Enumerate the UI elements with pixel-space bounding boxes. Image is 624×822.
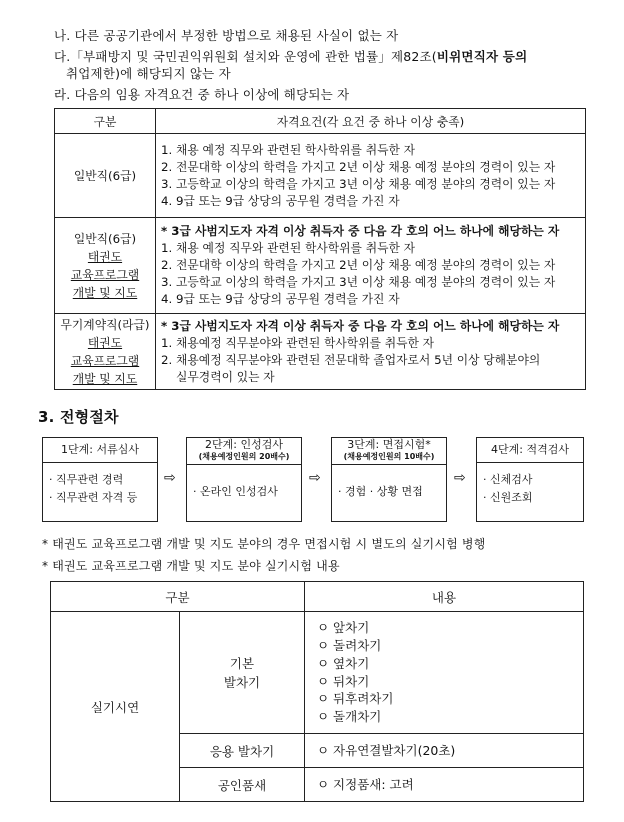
condition-ra: 라. 다음의 임용 자격요건 중 하나 이상에 해당되는 자: [54, 87, 350, 102]
arrow-right-icon: ⇨: [309, 470, 321, 486]
condition-da-text: 다.「부패방지 및 국민권익위원회 설치와 운영에 관한 법률」제82조(: [54, 49, 437, 64]
step-body: [332, 465, 446, 509]
step-box-2: [186, 437, 302, 522]
category-cell: [55, 218, 156, 314]
main-category: 실기시연: [51, 612, 180, 802]
requirement-line: 2. 채용예정 직무분야와 관련된 전문대학 졸업자로서 5년 이상 당해분야의: [161, 352, 541, 367]
step-body: [43, 463, 157, 515]
category-label: 일반직(6급): [73, 168, 137, 183]
table-row: [55, 314, 586, 390]
requirement-line: 2. 전문대학 이상의 학력을 가지고 2년 이상 채용 예정 분야의 경력이 있는 자: [161, 258, 556, 272]
list-item: ㅇ 뒤차기: [317, 673, 370, 689]
category-label: 태권도: [87, 335, 123, 350]
step-title-text: 3단계: 면접시험*: [347, 438, 431, 451]
header-category: 구분: [51, 582, 305, 612]
condition-na: 나. 다른 공공기관에서 부정한 방법으로 채용된 사실이 없는 자: [54, 28, 399, 43]
requirements-cell: [156, 218, 586, 314]
step-subtitle: (채용예정인원의 10배수): [343, 452, 435, 461]
requirements-cell: [156, 314, 586, 390]
category-cell: [55, 134, 156, 218]
step-body: [477, 463, 583, 515]
requirement-line: 4. 9급 또는 9급 상당의 공무원 경력을 가진 자: [161, 193, 400, 208]
step-title: [187, 438, 301, 465]
condition-da: [54, 47, 527, 65]
list-item: ㅇ 옆차기: [317, 655, 370, 671]
list-item: ㅇ 뒤후려차기: [317, 691, 394, 707]
step-item: · 경험 · 상황 면접: [338, 485, 423, 498]
arrow-right-icon: ⇨: [164, 470, 176, 486]
category-label: 태권도: [87, 249, 123, 264]
step-title: [332, 438, 446, 465]
sub-category: 응용 발차기: [180, 734, 305, 768]
content-cell: [305, 612, 584, 734]
step-item: · 직무관련 경력: [49, 473, 124, 486]
requirement-line: 2. 전문대학 이상의 학력을 가지고 2년 이상 채용 예정 분야의 경력이 있는 자: [161, 159, 556, 174]
header-requirements: 자격요건(각 요건 중 하나 이상 충족): [156, 109, 586, 134]
sub-category: [180, 612, 305, 734]
sub-category: 공인품새: [180, 768, 305, 802]
step-item: · 온라인 인성검사: [193, 485, 278, 498]
content-cell: [305, 734, 584, 768]
requirement-line: 1. 채용예정 직무분야와 관련된 학사학위를 취득한 자: [161, 335, 435, 350]
qualifications-table: [54, 108, 586, 390]
category-label: 무기계약직(라급): [60, 317, 150, 332]
list-item: ㅇ 앞차기: [317, 620, 370, 636]
arrow-right-icon: ⇨: [454, 470, 466, 486]
requirement-line: 3. 고등학교 이상의 학력을 가지고 3년 이상 채용 예정 분야의 경력이 있는 자: [161, 275, 556, 289]
header-category: 구분: [55, 109, 156, 134]
table-row: [55, 134, 586, 218]
requirement-line: 1. 채용 예정 직무와 관련된 학사학위를 취득한 자: [161, 241, 416, 255]
list-item: ㅇ 자유연결발차기(20초): [317, 742, 456, 758]
step-box-3: [331, 437, 447, 522]
condition-da-bold: 비위면직자 등의: [436, 49, 528, 64]
step-title-text: 2단계: 인성검사: [205, 438, 283, 451]
sub-category-label: 발차기: [223, 674, 261, 690]
step-item: · 신원조회: [483, 491, 533, 504]
procedure-note: * 태권도 교육프로그램 개발 및 지도 분야의 경우 면접시험 시 별도의 실기시험 병행: [42, 537, 486, 551]
table-row: [51, 612, 584, 734]
step-item: · 신체검사: [483, 473, 533, 486]
list-item: ㅇ 지정품새: 고려: [317, 776, 414, 792]
step-title: 4단계: 적격검사: [477, 438, 583, 463]
category-label: 교육프로그램: [70, 353, 140, 368]
step-title: 1단계: 서류심사: [43, 438, 157, 463]
content-cell: [305, 768, 584, 802]
category-label: 개발 및 지도: [72, 371, 138, 386]
requirement-line: 1. 채용 예정 직무와 관련된 학사학위를 취득한 자: [161, 142, 416, 157]
step-subtitle: (채용예정인원의 20배수): [198, 452, 290, 461]
practical-exam-table: [50, 581, 584, 802]
requirement-note: * 3급 사범지도자 자격 이상 취득자 중 다음 각 호의 어느 하나에 해당하는 자: [161, 318, 560, 333]
list-item: ㅇ 돌개차기: [317, 709, 382, 725]
procedure-note: * 태권도 교육프로그램 개발 및 지도 분야 실기시험 내용: [42, 559, 340, 573]
table-row: [55, 218, 586, 314]
step-item: · 직무관련 자격 등: [49, 491, 138, 504]
requirements-cell: [156, 134, 586, 218]
sub-category-label: 기본: [229, 655, 255, 671]
header-content: 내용: [305, 582, 584, 612]
category-cell: [55, 314, 156, 390]
list-item: ㅇ 돌려차기: [317, 637, 382, 653]
requirement-line: 3. 고등학교 이상의 학력을 가지고 3년 이상 채용 예정 분야의 경력이 있는 자: [161, 176, 556, 191]
step-box-1: [42, 437, 158, 522]
category-label: 일반직(6급): [73, 231, 137, 246]
requirement-line: 4. 9급 또는 9급 상당의 공무원 경력을 가진 자: [161, 292, 400, 306]
step-box-4: [476, 437, 584, 522]
step-body: [187, 465, 301, 509]
section-title: 3. 전형절차: [38, 408, 119, 426]
category-label: 교육프로그램: [70, 267, 140, 282]
condition-da-cont: 취업제한)에 해당되지 않는 자: [66, 66, 231, 81]
category-label: 개발 및 지도: [72, 285, 138, 300]
requirement-note: * 3급 사범지도자 자격 이상 취득자 중 다음 각 호의 어느 하나에 해당하는 자: [161, 224, 560, 238]
requirement-line: 실무경력이 있는 자: [176, 369, 275, 384]
